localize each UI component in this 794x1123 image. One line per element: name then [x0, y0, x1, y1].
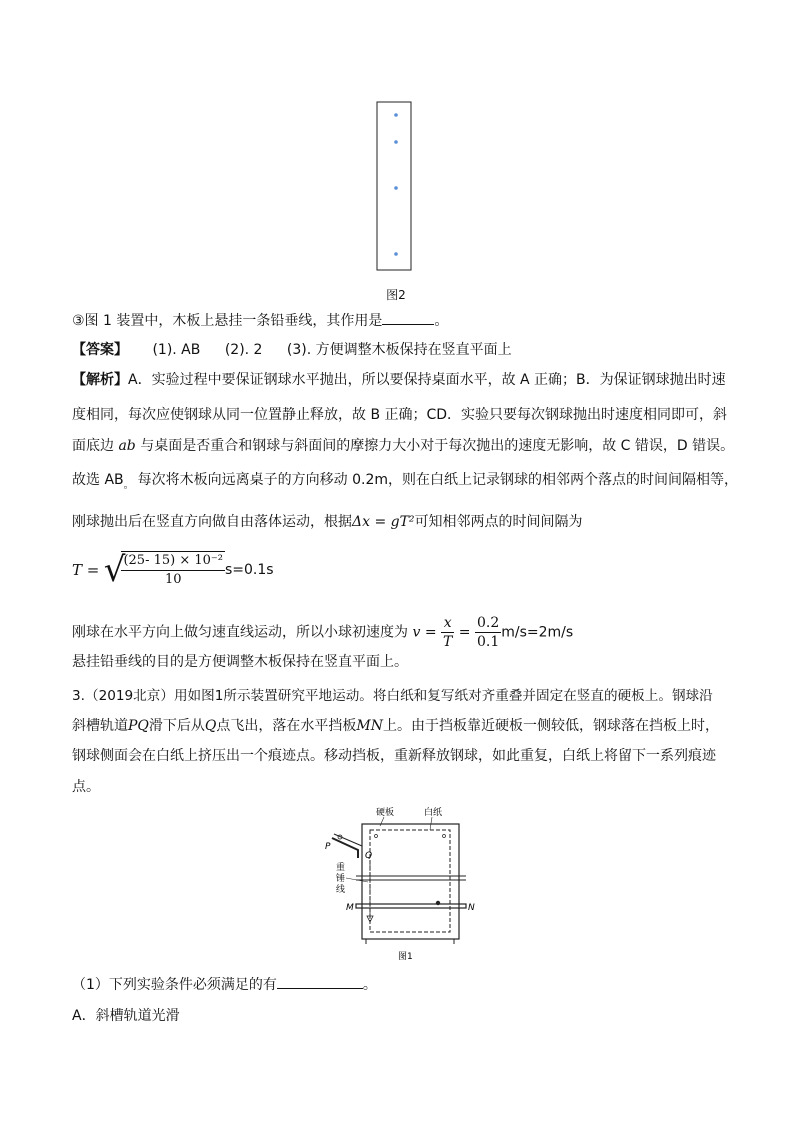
analysis-line-3: 面底边 ab 与桌面是否重合和钢球与斜面间的摩擦力大小对于每次抛出的速度无影响，故 C 错误，D 错误。	[72, 438, 735, 454]
problem-3-line-1: 3.（2019北京）用如图1所示装置研究平地运动。将白纸和复写纸对齐重叠并固定在竖直的硬板上。钢球沿	[72, 688, 713, 704]
analysis-line-8: 悬挂铅垂线的目的是方便调整木板保持在竖直平面上。	[72, 654, 408, 670]
figure-2-caption: 图2	[386, 288, 406, 302]
svg-text:线: 线	[336, 885, 346, 895]
steel-ball	[436, 901, 440, 905]
label-hard-board: 硬板	[376, 808, 395, 818]
fraction-x-over-t: $\frac{x}{T}$	[443, 615, 453, 650]
hard-board	[362, 824, 459, 939]
analysis-line-2: 度相同，每次应使钢球从同一位置静止释放，故 B 正确；CD．实验只要每次钢球抛出时速度相同即可，斜	[72, 407, 728, 423]
sqrt-fraction: $\frac{\text{(25- 15) × 10⁻²}}{10}$	[123, 553, 223, 587]
svg-text:N: N	[468, 903, 475, 913]
sqrt-sign: √	[103, 550, 126, 590]
answer-blank	[382, 310, 434, 325]
svg-text:重: 重	[336, 863, 346, 873]
figure-1-caption: 图1	[398, 952, 413, 962]
analysis-line-4: 故选 $AB_。$ 每次将木板向远离桌子的方向移动 0.2m，则在白纸上记录钢球的相邻两个落点的时间间隔相等，	[72, 472, 738, 491]
analysis-line-1: 【解析】A．实验过程中要保证钢球水平抛出，所以要保持桌面水平，故 A 正确；B．为保证钢球抛出时速	[72, 372, 726, 388]
label-white-paper: 白纸	[424, 808, 443, 818]
trace-dot	[394, 186, 398, 190]
answer-label: 【答案】	[72, 342, 128, 358]
analysis-line-5: 刚球抛出后在竖直方向做自由落体运动，根据Δx = gT²可知相邻两点的时间间隔为	[72, 514, 583, 530]
trace-dot	[394, 252, 398, 256]
ramp-pq	[332, 838, 358, 858]
problem-3-line-4: 点。	[72, 779, 100, 795]
answer-blank	[277, 974, 363, 989]
svg-text:Q: Q	[365, 851, 373, 861]
problem-3-line-3: 钢球侧面会在白纸上挤压出一个痕迹点。移动挡板，重新释放钢球，如此重复，白纸上将留下一系列痕迹	[72, 748, 716, 764]
svg-text:锤: 锤	[336, 874, 346, 884]
trace-dot	[394, 140, 398, 144]
analysis-label: 【解析】	[72, 372, 128, 388]
question-purpose: ③图 1 装置中，木板上悬挂一条铅垂线，其作用是 。	[72, 310, 448, 331]
analysis-line-7: 刚球在水平方向上做匀速直线运动，所以小球初速度为 v = $\frac{x}{T}$ = $\frac{0.2}{0.1}$ m/s=2m/s	[72, 615, 574, 650]
question-1: （1）下列实验条件必须满足的有 。	[72, 974, 377, 995]
option-a: A．斜槽轨道光滑	[72, 1008, 180, 1024]
svg-text:M: M	[346, 903, 354, 913]
figure-2	[370, 96, 418, 276]
answer-line: 【答案】 (1). AB (2). 2 (3). 方便调整木板保持在竖直平面上	[72, 342, 512, 358]
paper-strip	[377, 102, 411, 270]
figure-1-apparatus	[318, 804, 478, 966]
trace-dot	[394, 113, 398, 117]
fraction-values: $\frac{0.2}{0.1}$	[476, 615, 500, 650]
white-paper	[370, 830, 450, 932]
svg-text:P: P	[325, 842, 331, 852]
formula-period: T = √ $\frac{\text{(25- 15) × 10⁻²}}{10}$ s=0.1s	[72, 550, 274, 590]
formula-delta-x: Δx = gT²	[352, 514, 415, 530]
problem-3-line-2: 斜槽轨道PQ滑下后从Q点飞出，落在水平挡板MN上。由于挡板靠近硬板一侧较低，钢球落在挡板上时，	[72, 718, 719, 734]
